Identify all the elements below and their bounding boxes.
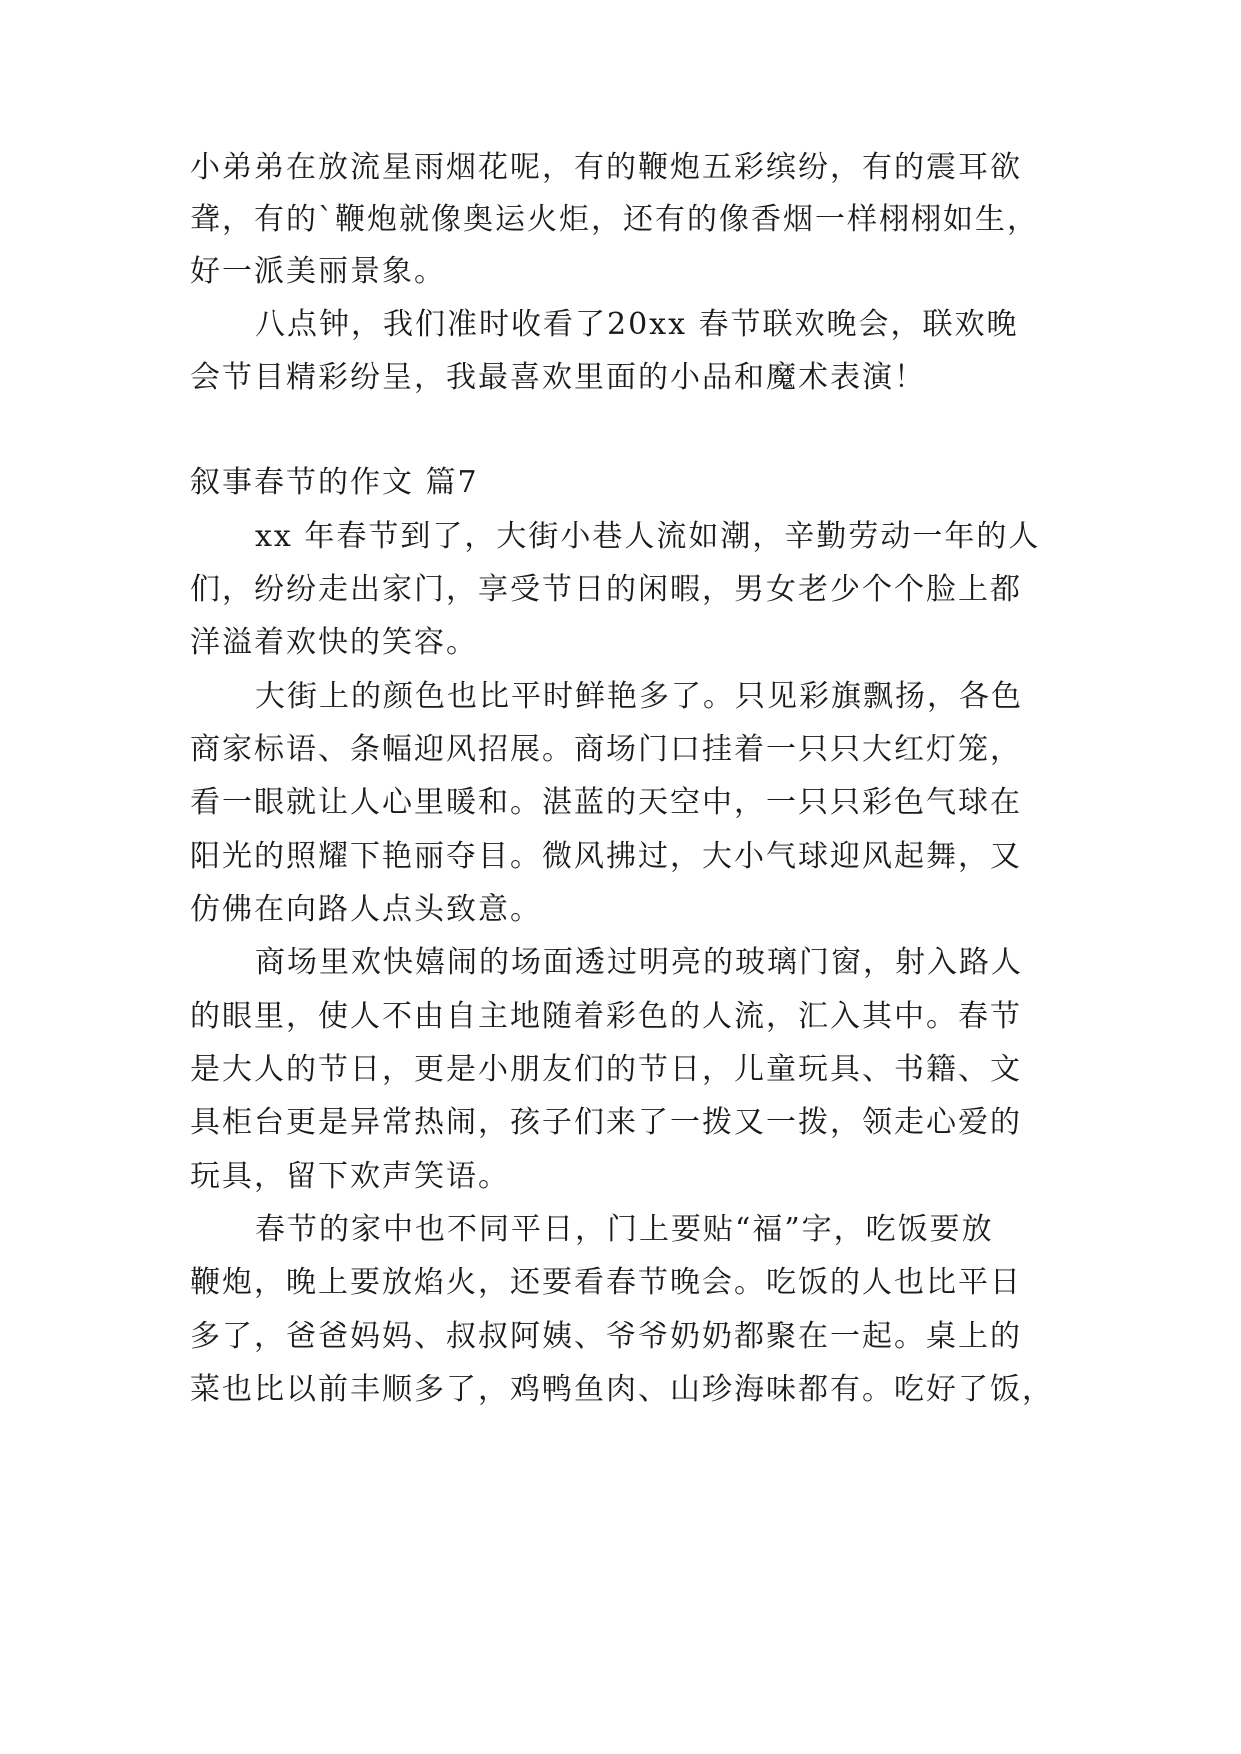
paragraph-line: 具柜台更是异常热闹，孩子们来了一拨又一拨，领走心爱的	[190, 1105, 1022, 1140]
paragraph-line: xx 年春节到了，大街小巷人流如潮，辛勤劳动一年的人	[255, 519, 1041, 554]
paragraph-line: 鞭炮，晚上要放焰火，还要看春节晚会。吃饭的人也比平日	[190, 1265, 1022, 1300]
paragraph-line: 是大人的节日，更是小朋友们的节日，儿童玩具、书籍、文	[190, 1052, 1022, 1087]
paragraph-line: 多了，爸爸妈妈、叔叔阿姨、爷爷奶奶都聚在一起。桌上的	[190, 1319, 1022, 1354]
paragraph-line: 菜也比以前丰顺多了，鸡鸭鱼肉、山珍海味都有。吃好了饭，	[190, 1372, 1054, 1407]
paragraph-line: 看一眼就让人心里暖和。湛蓝的天空中，一只只彩色气球在	[190, 785, 1022, 820]
paragraph-line: 八点钟，我们准时收看了20xx 春节联欢晚会，联欢晚	[255, 307, 1019, 342]
paragraph-line: 洋溢着欢快的笑容。	[190, 625, 478, 660]
paragraph-line: 玩具，留下欢声笑语。	[190, 1159, 510, 1194]
paragraph-line: 们，纷纷走出家门，享受节日的闲暇，男女老少个个脸上都	[190, 572, 1022, 607]
paragraph-line: 商场里欢快嬉闹的场面透过明亮的玻璃门窗，射入路人	[255, 945, 1023, 980]
paragraph-line: 大街上的颜色也比平时鲜艳多了。只见彩旗飘扬，各色	[255, 679, 1023, 714]
paragraph-line: 的眼里，使人不由自主地随着彩色的人流，汇入其中。春节	[190, 999, 1022, 1034]
paragraph-line: 好一派美丽景象。	[190, 254, 446, 289]
paragraph-line: 商家标语、条幅迎风招展。商场门口挂着一只只大红灯笼，	[190, 732, 1022, 767]
paragraph-line: 聋，有的`鞭炮就像奥运火炬，还有的像香烟一样栩栩如生，	[190, 202, 1039, 237]
paragraph-line: 仿佛在向路人点头致意。	[190, 892, 542, 927]
paragraph-line: 小弟弟在放流星雨烟花呢，有的鞭炮五彩缤纷，有的震耳欲	[190, 150, 1022, 185]
paragraph-line: 春节的家中也不同平日，门上要贴“福”字，吃饭要放	[255, 1212, 994, 1247]
paragraph-line: 会节目精彩纷呈，我最喜欢里面的小品和魔术表演！	[190, 360, 926, 395]
paragraph-line: 阳光的照耀下艳丽夺目。微风拂过，大小气球迎风起舞，又	[190, 839, 1022, 874]
section-title: 叙事春节的作文 篇7	[190, 465, 479, 500]
